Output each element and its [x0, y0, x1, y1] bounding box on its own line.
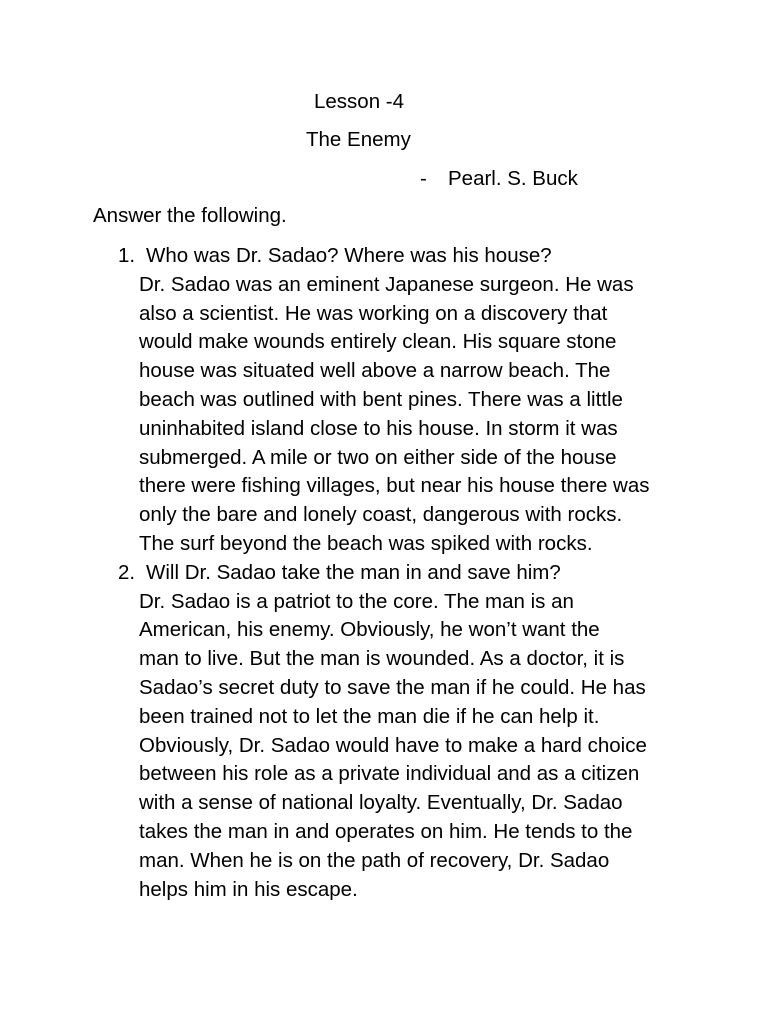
answer-line: house was situated well above a narrow beach. The	[139, 359, 611, 383]
answer-line: also a scientist. He was working on a discovery that	[139, 301, 608, 325]
answer-block	[0, 588, 768, 905]
answer-line: takes the man in and operates on him. He tends to the	[139, 819, 633, 843]
answer-line: man to live. But the man is wounded. As a doctor, it is	[139, 647, 625, 671]
answer-line: Sadao’s secret duty to save the man if he could. He has	[139, 675, 646, 699]
author-name: Pearl. S. Buck	[448, 167, 578, 190]
lesson-number: Lesson -4	[314, 90, 405, 113]
answer-line: beach was outlined with bent pines. There was a little	[139, 387, 623, 411]
answer-line: between his role as a private individual and as a citizen	[139, 762, 640, 786]
answer-line: been trained not to let the man die if he can help it.	[139, 704, 600, 728]
answer-line: Obviously, Dr. Sadao would have to make a hard choice	[139, 733, 647, 757]
question-number: 1.	[118, 244, 136, 267]
answer-line: submerged. A mile or two on either side of the house	[139, 445, 617, 469]
question-text: Will Dr. Sadao take the man in and save him?	[146, 560, 561, 584]
question-item	[0, 559, 768, 905]
instruction-text: Answer the following.	[93, 204, 287, 227]
answer-line: Dr. Sadao was an eminent Japanese surgeon. He was	[139, 272, 634, 296]
answer-line: with a sense of national loyalty. Eventually, Dr. Sadao	[139, 791, 623, 815]
answer-block	[0, 271, 768, 559]
question-list	[0, 242, 768, 904]
answer-line: only the bare and lonely coast, dangerous with rocks.	[139, 503, 623, 527]
question-text: Who was Dr. Sadao? Where was his house?	[146, 244, 552, 267]
answer-line: Dr. Sadao is a patriot to the core. The man is an	[139, 589, 574, 613]
answer-line: American, his enemy. Obviously, he won’t want the	[139, 618, 600, 642]
answer-line: man. When he is on the path of recovery, Dr. Sadao	[139, 848, 610, 872]
question-item	[0, 242, 768, 559]
author-dash: -	[420, 167, 427, 190]
answer-line: uninhabited island close to his house. In storm it was	[139, 416, 618, 440]
answer-line: would make wounds entirely clean. His square stone	[139, 330, 617, 354]
answer-line: helps him in his escape.	[139, 877, 358, 901]
answer-line: there were fishing villages, but near his house there was	[139, 474, 650, 498]
story-title: The Enemy	[306, 128, 411, 151]
question-number: 2.	[118, 560, 136, 584]
answer-line: The surf beyond the beach was spiked with rocks.	[139, 531, 593, 555]
author-line	[420, 165, 578, 193]
